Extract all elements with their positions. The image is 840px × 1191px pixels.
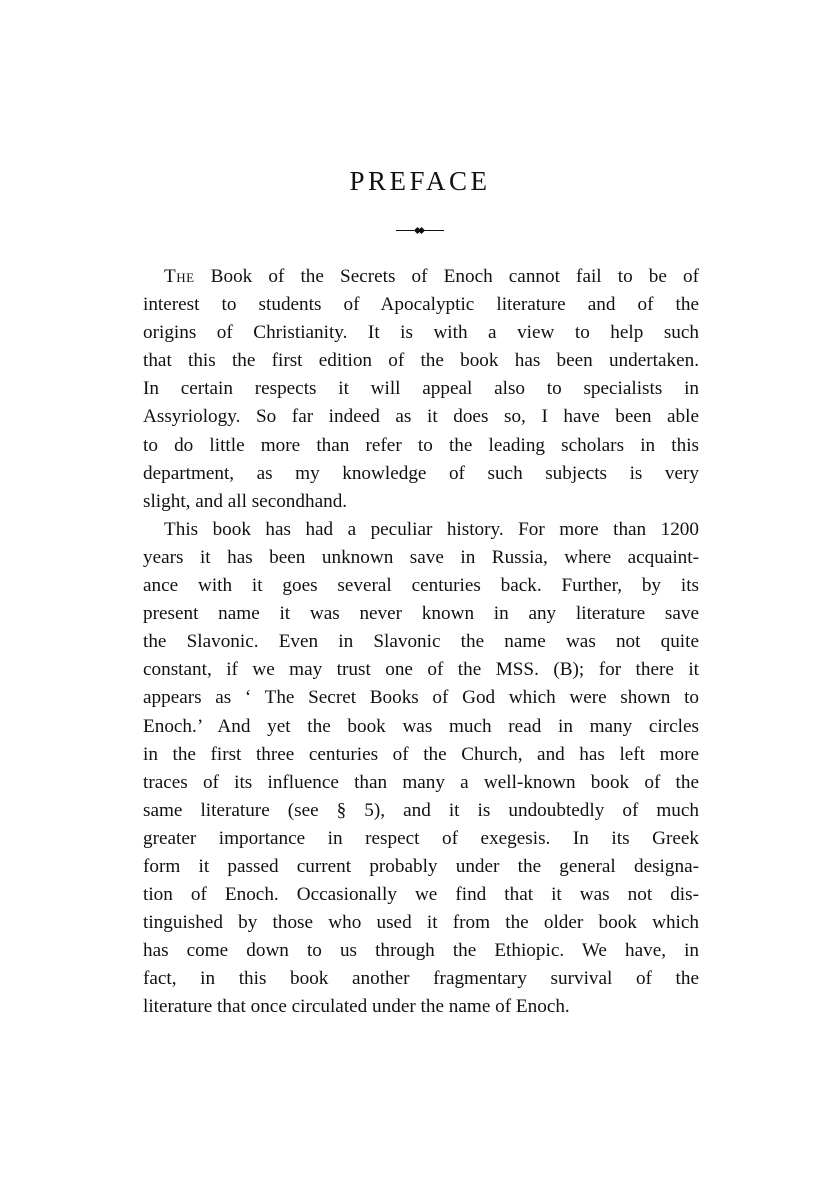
paragraph bbox=[143, 516, 699, 1022]
preface-body bbox=[143, 263, 699, 1022]
text-line: years it has been unknown save in Russia, where acquaint- bbox=[143, 546, 699, 568]
ornament-rule bbox=[424, 230, 444, 231]
text-line: tinguished by those who used it from the older book which bbox=[143, 912, 699, 934]
text-line: to do little more than refer to the leading scholars in this bbox=[143, 434, 699, 456]
title-ornament bbox=[396, 226, 446, 236]
text-line: same literature (see § 5), and it is undoubtedly of much bbox=[143, 799, 699, 821]
paragraph bbox=[143, 263, 699, 516]
text-line: has come down to us through the Ethiopic. We have, in bbox=[143, 940, 699, 962]
text-line: literature that once circulated under the name of Enoch. bbox=[143, 996, 570, 1018]
text-line: in the first three centuries of the Church, and has left more bbox=[143, 743, 699, 765]
text-line: tion of Enoch. Occasionally we find that it was not dis- bbox=[143, 884, 699, 906]
text-line: present name it was never known in any literature save bbox=[143, 603, 699, 625]
text-line: In certain respects it will appeal also to specialists in bbox=[143, 378, 699, 400]
text-line: fact, in this book another fragmentary survival of the bbox=[143, 968, 699, 990]
text-line: department, as my knowledge of such subjects is very bbox=[143, 462, 699, 484]
text-line: appears as ‘ The Secret Books of God which were shown to bbox=[143, 687, 699, 709]
text-line: that this the first edition of the book has been undertaken. bbox=[143, 350, 699, 372]
text-line: The Book of the Secrets of Enoch cannot fail to be of bbox=[164, 266, 699, 287]
text-line: slight, and all secondhand. bbox=[143, 490, 348, 512]
text-line: Enoch.’ And yet the book was much read in many circles bbox=[143, 715, 699, 737]
text-line: constant, if we may trust one of the MSS. (B); for there it bbox=[143, 659, 699, 681]
text-line: greater importance in respect of exegesis. In its Greek bbox=[143, 827, 699, 849]
page-title: PREFACE bbox=[349, 166, 491, 196]
drop-lead-word: The bbox=[164, 266, 195, 287]
text-line: interest to students of Apocalyptic literature and of the bbox=[143, 294, 699, 316]
text-line: origins of Christianity. It is with a view to help such bbox=[143, 322, 699, 344]
text-line: ance with it goes several centuries back. Further, by its bbox=[143, 575, 699, 597]
text-line: the Slavonic. Even in Slavonic the name was not quite bbox=[143, 631, 699, 653]
text-line: This book has had a peculiar history. For more than 1200 bbox=[164, 518, 699, 540]
text-line: form it passed current probably under the general designa- bbox=[143, 855, 699, 877]
text-line: traces of its influence than many a well-known book of the bbox=[143, 771, 699, 793]
text-line: Assyriology. So far indeed as it does so, I have been able bbox=[143, 406, 699, 428]
ornament-rule bbox=[396, 230, 414, 231]
